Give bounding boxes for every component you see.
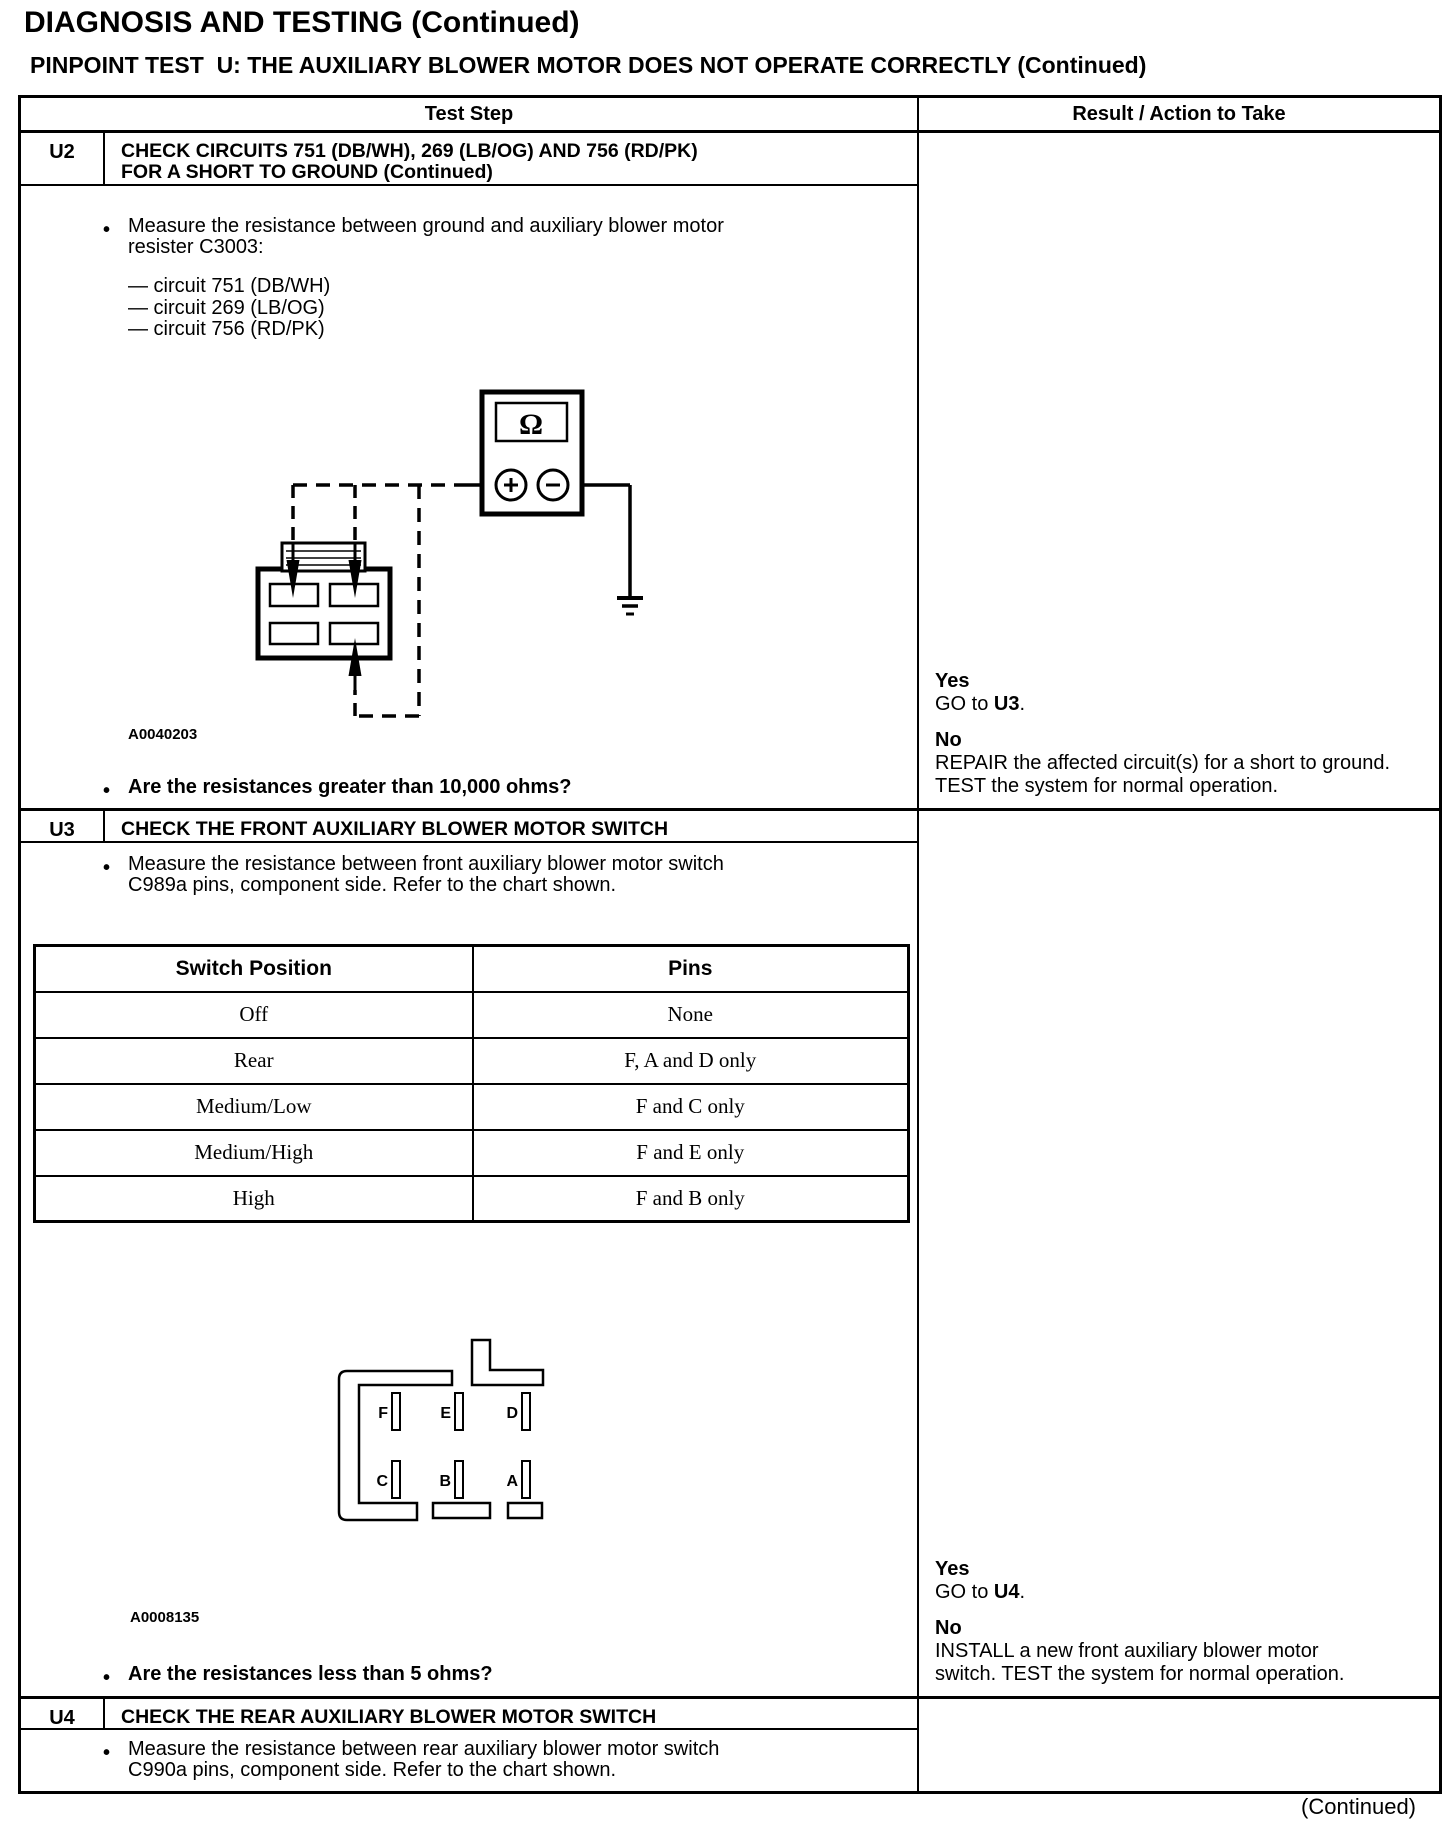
table-row: Medium/Low F and C only — [35, 1084, 909, 1130]
bullet-icon: • — [103, 780, 111, 802]
column-header-test-step: Test Step — [21, 98, 919, 133]
connector-figure — [337, 1338, 545, 1522]
result-no-label: No — [935, 729, 962, 751]
result-yes-label: Yes — [935, 670, 970, 692]
pins-header: Pins — [473, 946, 909, 992]
pin-slot-C — [392, 1461, 400, 1498]
u2-circuit-list — [128, 276, 330, 341]
pin-label-B: B — [439, 1473, 451, 1490]
pin-label-C: C — [376, 1473, 388, 1490]
u2-circuit-item: — circuit 751 (DB/WH) — [128, 275, 331, 297]
result-yes-action: GO to U3. — [935, 693, 1026, 715]
connector-shell-bottom-bar — [508, 1503, 542, 1518]
ground-symbol-icon — [617, 598, 643, 614]
page-title: DIAGNOSIS AND TESTING (Continued) — [24, 6, 580, 39]
column-header-result: Result / Action to Take — [919, 98, 1439, 133]
ohm-symbol: Ω — [518, 408, 544, 441]
result-yes-action: GO to U4. — [935, 1581, 1026, 1603]
step-body-u3 — [21, 843, 919, 1696]
minus-terminal-icon — [538, 470, 568, 500]
connector-shell-bottom-bar — [433, 1503, 490, 1518]
result-cell-u4 — [919, 1696, 1439, 1791]
pin-label-F: F — [378, 1405, 388, 1422]
table-row: High F and B only — [35, 1176, 909, 1222]
pin-label-A: A — [506, 1473, 518, 1490]
u3-instruction: Measure the resistance between front auxiliary blower motor switch C989a pins, component side. Refer to the chart shown. — [128, 853, 724, 896]
step-title-u4: CHECK THE REAR AUXILIARY BLOWER MOTOR SWITCH — [105, 1696, 919, 1730]
bullet-icon: • — [103, 219, 111, 241]
result-no-action: REPAIR the affected circuit(s) for a short to ground. TEST the system for normal operation. — [935, 752, 1391, 797]
step-id-u3: U3 — [21, 808, 105, 843]
step-title-u3: CHECK THE FRONT AUXILIARY BLOWER MOTOR SWITCH — [105, 808, 919, 843]
step-title-u2-line1: CHECK CIRCUITS 751 (DB/WH), 269 (LB/OG) AND 756 (RD/PK) — [121, 140, 698, 162]
pin-label-D: D — [506, 1405, 518, 1422]
pin-slot-F — [392, 1393, 400, 1430]
step-body-u2 — [21, 186, 919, 808]
continued-footer: (Continued) — [1301, 1794, 1416, 1819]
u2-circuit-item: — circuit 756 (RD/PK) — [128, 318, 325, 340]
pin-slot-B — [455, 1461, 463, 1498]
connector-shell-top-right — [472, 1340, 543, 1385]
bullet-icon: • — [103, 1667, 111, 1689]
u2-circuit-item: — circuit 269 (LB/OG) — [128, 296, 325, 319]
pin-slot-A — [522, 1461, 530, 1498]
step-id-u2: U2 — [21, 133, 105, 186]
figure-id-label: A0040203 — [128, 726, 198, 743]
connector-pin-slot — [270, 623, 318, 644]
switch-position-header: Switch Position — [35, 946, 473, 992]
table-row: Medium/High F and E only — [35, 1130, 909, 1176]
table-row: Off None — [35, 992, 909, 1038]
step-title-u2 — [105, 133, 919, 186]
u3-question: Are the resistances less than 5 ohms? — [128, 1663, 493, 1685]
u2-question: Are the resistances greater than 10,000 ohms? — [128, 776, 572, 798]
table-row: Rear F, A and D only — [35, 1038, 909, 1084]
result-no-label: No — [935, 1617, 962, 1639]
step-id-u4: U4 — [21, 1696, 105, 1730]
plus-terminal-icon — [496, 470, 526, 500]
pin-label-E: E — [440, 1405, 451, 1422]
result-cell-u2 — [919, 133, 1439, 808]
bullet-icon: • — [103, 1742, 111, 1764]
u4-instruction: Measure the resistance between rear auxiliary blower motor switch C990a pins, component side. Refer to the chart shown. — [128, 1738, 720, 1781]
bullet-icon: • — [103, 857, 111, 879]
pin-slot-D — [522, 1393, 530, 1430]
step-body-u4 — [21, 1730, 919, 1791]
switch-position-table — [33, 944, 910, 1223]
result-no-action: INSTALL a new front auxiliary blower motor switch. TEST the system for normal operation. — [935, 1640, 1345, 1685]
step-title-u2-line2: FOR A SHORT TO GROUND (Continued) — [121, 161, 493, 183]
result-cell-u3 — [919, 808, 1439, 1696]
u2-instruction: Measure the resistance between ground and auxiliary blower motor resister C3003: — [128, 215, 724, 258]
figure-id-label: A0008135 — [130, 1609, 200, 1626]
pinpoint-test-table — [18, 95, 1442, 1794]
pin-slot-E — [455, 1393, 463, 1430]
result-yes-label: Yes — [935, 1558, 970, 1580]
pinpoint-test-title: PINPOINT TEST U: THE AUXILIARY BLOWER MOTOR DOES NOT OPERATE CORRECTLY (Continued) — [30, 52, 1147, 78]
connector-pin-slot — [330, 623, 378, 644]
ohmmeter-figure — [250, 386, 660, 731]
table-header-row — [35, 946, 909, 992]
